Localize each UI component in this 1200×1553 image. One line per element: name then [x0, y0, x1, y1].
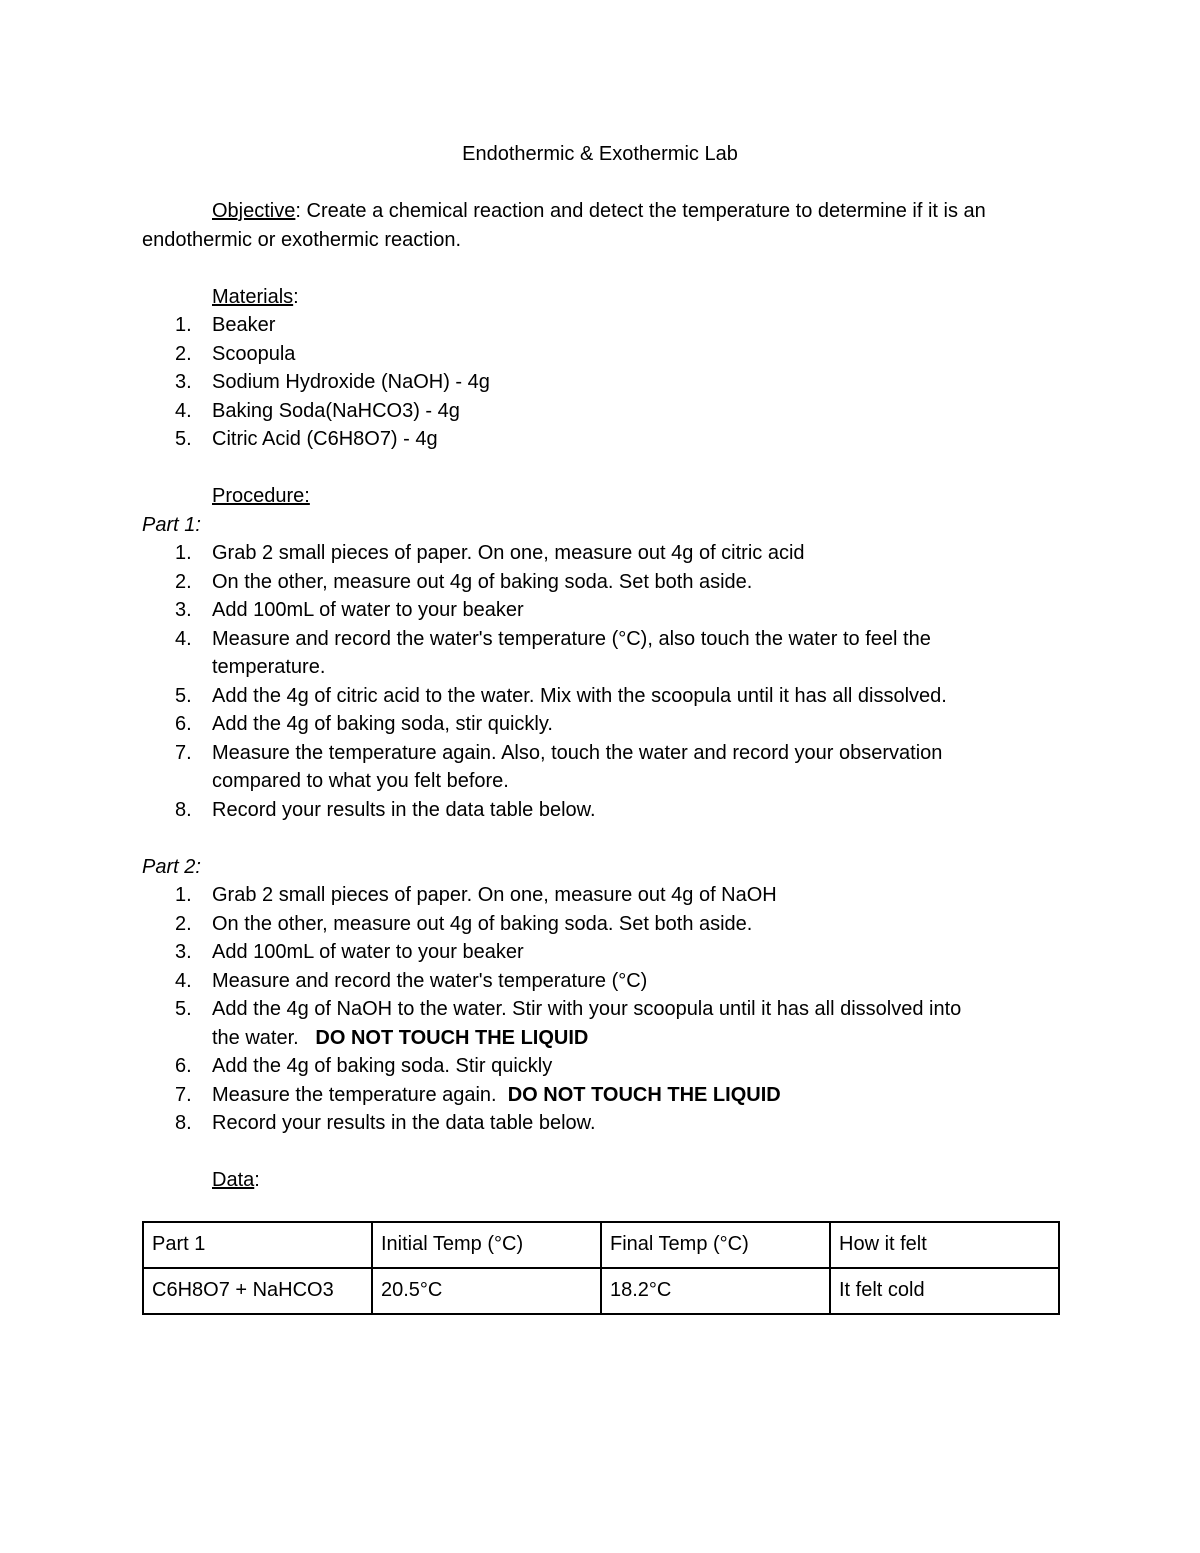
materials-item: [142, 311, 1060, 340]
step-text: Grab 2 small pieces of paper. On one, measure out 4g of NaOH: [212, 884, 777, 906]
step-text-continued: compared to what you felt before.: [212, 770, 509, 792]
materials-label: Materials: [212, 285, 294, 308]
procedure-step: [142, 625, 1060, 682]
objective-label: Objective: [212, 200, 296, 222]
materials-item: [142, 368, 1060, 397]
procedure-step: [142, 596, 1060, 625]
step-text: Measure the temperature again. Also, touch the water and record your observation: [212, 741, 943, 764]
procedure-step: [142, 881, 1060, 910]
objective-separator: :: [295, 200, 301, 222]
procedure-step: [142, 938, 1060, 967]
list-number: 7.: [175, 741, 192, 764]
list-number: 3.: [175, 941, 192, 963]
step-text-continued: temperature.: [212, 656, 326, 678]
step-text: Add the 4g of baking soda, stir quickly.: [212, 713, 553, 735]
procedure-step: [142, 796, 1060, 825]
warning-text: DO NOT TOUCH THE LIQUID: [507, 1083, 781, 1106]
step-text: Record your results in the data table below.: [212, 798, 596, 821]
materials-item-text: Scoopula: [212, 342, 296, 365]
part2-label: Part 2:: [142, 855, 201, 878]
table-cell: 20.5°C: [372, 1268, 601, 1314]
step-text: Add 100mL of water to your beaker: [212, 599, 524, 621]
list-number: 8.: [175, 798, 192, 821]
table-cell: It felt cold: [830, 1268, 1059, 1314]
part1-label: Part 1:: [142, 513, 201, 536]
procedure-step: [142, 910, 1060, 939]
list-number: 5.: [175, 684, 192, 707]
step-text: Measure and record the water's temperature (°C): [212, 969, 648, 992]
step-text: Record your results in the data table below.: [212, 1112, 596, 1134]
list-number: 7.: [175, 1083, 192, 1106]
table-header-cell: How it felt: [830, 1222, 1059, 1268]
procedure-step: [142, 739, 1060, 796]
materials-heading: [142, 283, 1060, 312]
list-number: 1.: [175, 884, 192, 906]
list-number: 6.: [175, 1055, 192, 1077]
step-text: Add 100mL of water to your beaker: [212, 941, 524, 963]
procedure-step: [142, 967, 1060, 996]
table-header-cell: Part 1: [143, 1222, 372, 1268]
warning-text: DO NOT TOUCH THE LIQUID: [315, 1026, 589, 1049]
procedure-step: [142, 1081, 1060, 1110]
step-text-continued: the water.: [212, 1026, 316, 1049]
list-number: 5.: [175, 998, 192, 1020]
materials-item: [142, 397, 1060, 426]
list-number: 2.: [175, 912, 192, 935]
list-number: 1.: [175, 542, 192, 564]
list-number: 4.: [175, 627, 192, 650]
objective-line-1: [142, 197, 1060, 226]
materials-item: [142, 425, 1060, 454]
table-cell: 18.2°C: [601, 1268, 830, 1314]
list-number: 1.: [175, 314, 192, 336]
table-row: [143, 1268, 1059, 1314]
materials-item-text: Beaker: [212, 314, 276, 336]
data-label: Data: [212, 1169, 255, 1191]
results-table: [142, 1221, 1060, 1315]
procedure-step: [142, 710, 1060, 739]
step-text: Add the 4g of NaOH to the water. Stir with your scoopula until it has all dissolved into: [212, 998, 962, 1020]
list-number: 3.: [175, 371, 192, 393]
document-page: [142, 140, 1060, 1315]
data-heading: [142, 1166, 1060, 1195]
step-text: Add the 4g of baking soda. Stir quickly: [212, 1055, 553, 1077]
list-number: 2.: [175, 342, 192, 365]
objective-text-1: Create a chemical reaction and detect the temperature to determine if it is an: [300, 200, 986, 222]
list-number: 2.: [175, 570, 192, 593]
list-number: 3.: [175, 599, 192, 621]
procedure-step: [142, 1052, 1060, 1081]
step-text: Measure the temperature again.: [212, 1083, 508, 1106]
data-separator: :: [254, 1169, 260, 1191]
step-text: On the other, measure out 4g of baking soda. Set both aside.: [212, 912, 753, 935]
procedure-step: [142, 568, 1060, 597]
part1-steps: [142, 539, 1060, 824]
procedure-heading: [142, 482, 1060, 511]
step-text: Grab 2 small pieces of paper. On one, measure out 4g of citric acid: [212, 542, 805, 564]
procedure-step: [142, 539, 1060, 568]
document-title: Endothermic & Exothermic Lab: [462, 143, 738, 165]
procedure-label: Procedure:: [212, 485, 310, 507]
objective-line-2: endothermic or exothermic reaction.: [142, 228, 462, 251]
table-cell: C6H8O7 + NaHCO3: [143, 1268, 372, 1314]
procedure-step: [142, 682, 1060, 711]
procedure-step: [142, 1109, 1060, 1138]
table-header-row: [143, 1222, 1059, 1268]
list-number: 4.: [175, 399, 192, 422]
procedure-step: [142, 995, 1060, 1052]
materials-item: [142, 340, 1060, 369]
step-text: Measure and record the water's temperature (°C), also touch the water to feel the: [212, 627, 931, 650]
step-text: On the other, measure out 4g of baking soda. Set both aside.: [212, 570, 753, 593]
step-text: Add the 4g of citric acid to the water. Mix with the scoopula until it has all dissolved.: [212, 684, 947, 707]
materials-item-text: Baking Soda(NaHCO3) - 4g: [212, 399, 460, 422]
materials-item-text: Sodium Hydroxide (NaOH) - 4g: [212, 371, 490, 393]
list-number: 5.: [175, 428, 192, 450]
part2-steps: [142, 881, 1060, 1138]
materials-item-text: Citric Acid (C6H8O7) - 4g: [212, 428, 438, 450]
table-header-cell: Final Temp (°C): [601, 1222, 830, 1268]
list-number: 8.: [175, 1112, 192, 1134]
list-number: 6.: [175, 713, 192, 735]
list-number: 4.: [175, 969, 192, 992]
materials-list: [142, 311, 1060, 454]
materials-separator: :: [293, 285, 299, 308]
table-header-cell: Initial Temp (°C): [372, 1222, 601, 1268]
